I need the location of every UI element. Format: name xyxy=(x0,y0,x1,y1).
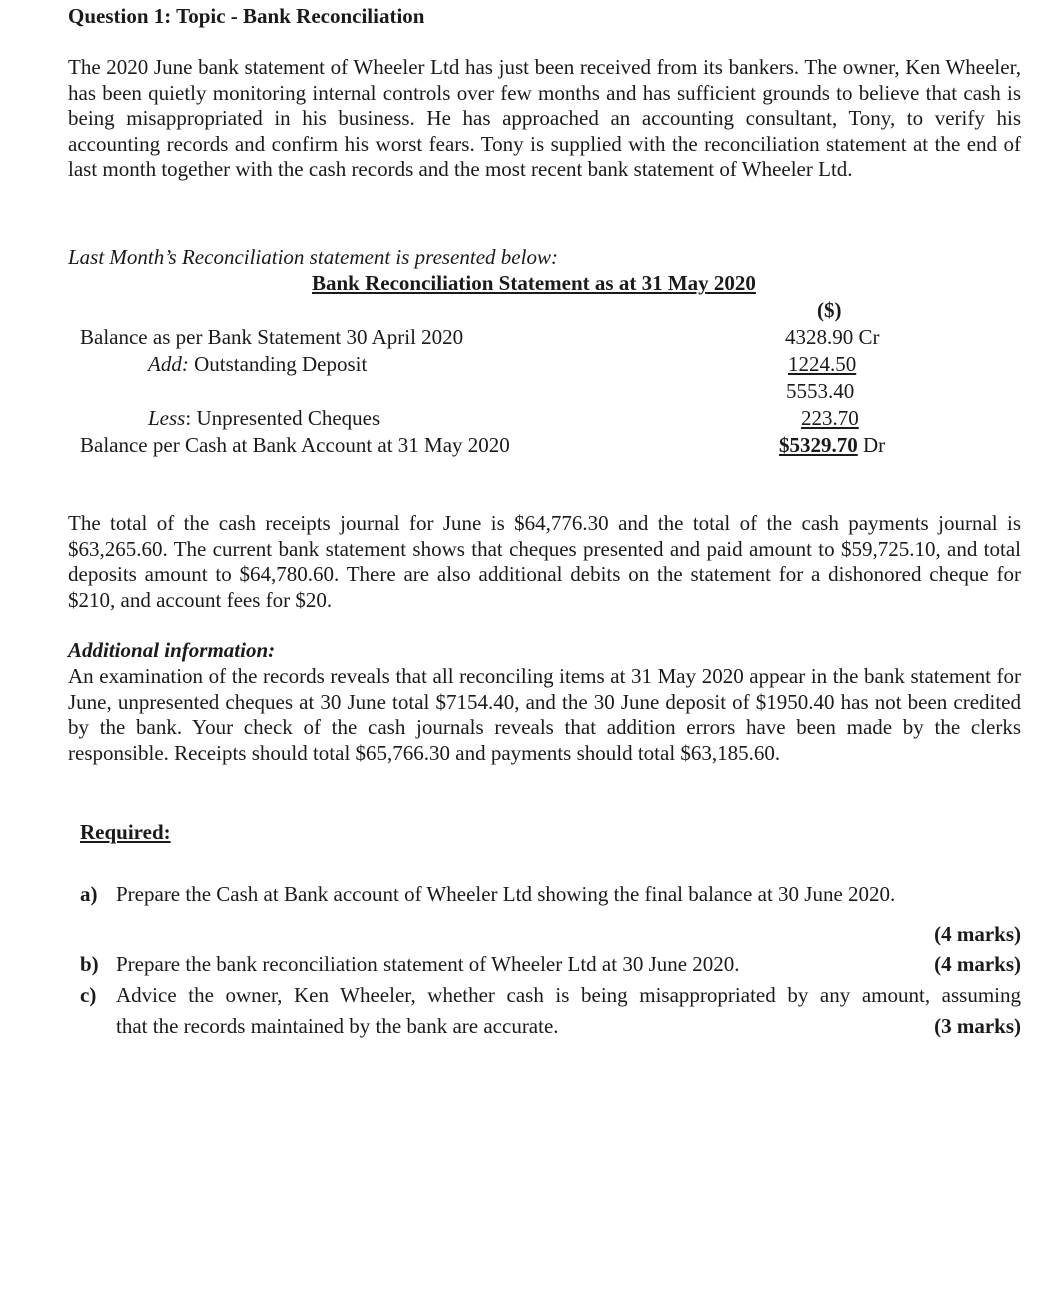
question-c-marks: (3 marks) xyxy=(934,1014,1021,1038)
last-month-label: Last Month’s Reconciliation statement is presented below: xyxy=(68,245,558,269)
currency-header: ($) xyxy=(817,298,842,322)
row-outstanding-deposit-label: Add: Outstanding Deposit xyxy=(148,352,368,376)
question-a-marks: (4 marks) xyxy=(934,922,1021,946)
question-a-text: Prepare the Cash at Bank account of Wheeler Ltd showing the final balance at 30 June 2020. xyxy=(116,882,896,906)
question-c-text-line2: that the records maintained by the bank are accurate. xyxy=(116,1014,559,1038)
intro-paragraph: The 2020 June bank statement of Wheeler Ltd has just been received from its bankers. The owner, Ken Wheeler, has been quietly monitoring internal controls over few months and has sufficient grounds to believe that cash is being misappropriated in his business. He has approached an accounting consultant, Tony, to verify his accounting records and confirm his worst fears. Tony is supplied with the reconciliation statement at the end of last month together with the cash records and the most recent bank statement of Wheeler Ltd. xyxy=(68,55,1021,182)
reconciliation-heading: Bank Reconciliation Statement as at 31 May 2020 xyxy=(312,271,756,295)
question-c-letter: c) xyxy=(80,983,97,1007)
row-unpresented-cheques-value: 223.70 xyxy=(801,406,859,430)
row-outstanding-deposit-value: 1224.50 xyxy=(788,352,857,376)
question-b-marks: (4 marks) xyxy=(934,952,1021,976)
row-subtotal-value: 5553.40 xyxy=(786,379,855,403)
row-bank-balance-label: Balance as per Bank Statement 30 April 2020 xyxy=(80,325,464,349)
question-b-text: Prepare the bank reconciliation statement of Wheeler Ltd at 30 June 2020. xyxy=(116,952,740,976)
row-unpresented-cheques-label: Less: Unpresented Cheques xyxy=(148,406,381,430)
journal-totals-paragraph: The total of the cash receipts journal for June is $64,776.30 and the total of the cash payments journal is $63,265.60. The current bank statement shows that cheques presented and paid amount to $59,725.10, and total deposits amount to $64,780.60. There are also additional debits on the statement for a dishonored cheque for $210, and account fees for $20. xyxy=(68,511,1021,612)
question-a-letter: a) xyxy=(80,882,98,906)
row-bank-balance-value: 4328.90 Cr xyxy=(785,325,880,349)
row-cash-balance-value: $5329.70 Dr xyxy=(779,433,886,457)
required-heading: Required: xyxy=(80,820,171,844)
question-title: Question 1: Topic - Bank Reconciliation xyxy=(68,4,425,28)
question-c-text-line1: Advice the owner, Ken Wheeler, whether cash is being misappropriated by any amount, assuming xyxy=(116,983,1021,1007)
question-b-letter: b) xyxy=(80,952,99,976)
additional-info-paragraph: An examination of the records reveals that all reconciling items at 31 May 2020 appear in the bank statement for June, unpresented cheques at 30 June total $7154.40, and the 30 June deposit of $1950.40 has not been credited by the bank. Your check of the cash journals reveals that addition errors have been made by the clerks responsible. Receipts should total $65,766.30 and payments should total $63,185.60. xyxy=(68,664,1021,765)
additional-info-heading: Additional information: xyxy=(68,638,276,662)
row-cash-balance-label: Balance per Cash at Bank Account at 31 May 2020 xyxy=(80,433,510,457)
